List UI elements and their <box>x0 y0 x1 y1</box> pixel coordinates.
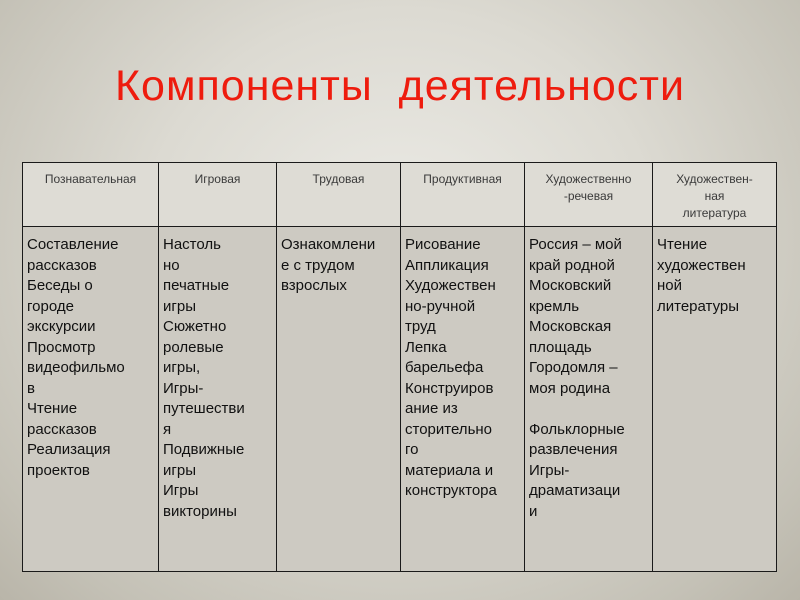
header-fiction: Художествен- ная литература <box>653 163 777 227</box>
cell-productive: Рисование Аппликация Художествен но-ручной труд Лепка барельефа Конструиров ание из сторительно го материала и конструктора <box>401 227 525 572</box>
header-productive: Продуктивная <box>401 163 525 227</box>
table-header-row <box>23 163 777 227</box>
header-play: Игровая <box>159 163 277 227</box>
cell-cognitive: Составление рассказов Беседы о городе экскурсии Просмотр видеофильмо в Чтение рассказов Реализация проектов <box>23 227 159 572</box>
cell-play: Настоль но печатные игры Сюжетно ролевые игры, Игры- путешестви я Подвижные игры Игры викторины <box>159 227 277 572</box>
header-labor: Трудовая <box>277 163 401 227</box>
table-row <box>23 227 777 572</box>
activity-components-table <box>22 162 777 572</box>
cell-labor: Ознакомлени е с трудом взрослых <box>277 227 401 572</box>
header-cognitive: Познавательная <box>23 163 159 227</box>
header-artistic-speech: Художественно -речевая <box>525 163 653 227</box>
cell-fiction: Чтение художествен ной литературы <box>653 227 777 572</box>
slide-title: Компоненты деятельности <box>115 62 685 110</box>
cell-artistic-speech: Россия – мой край родной Московский кремль Московская площадь Городомля – моя родина Фольклорные развлечения Игры- драматизаци и <box>525 227 653 572</box>
